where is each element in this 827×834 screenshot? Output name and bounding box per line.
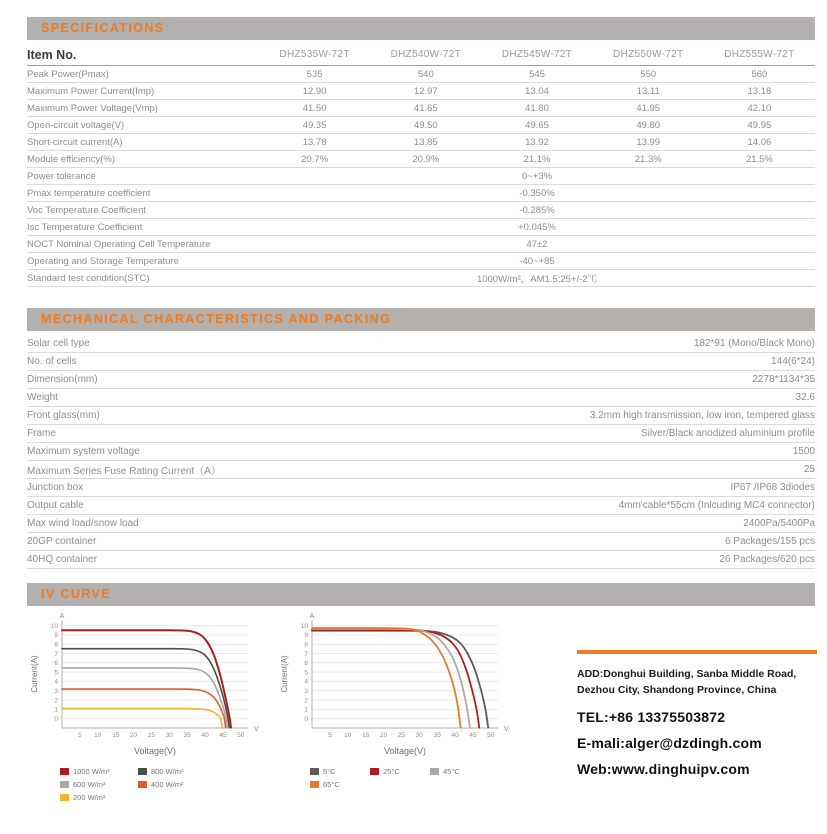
svg-text:10: 10 [344,732,352,739]
model-column-header: DHZ545W-72T [501,49,573,60]
legend-swatch [60,768,69,775]
spec-row-values [259,205,815,216]
mech-row-value: 2400Pa/5400Pa [743,518,815,529]
mech-row-label: Solar cell type [27,338,90,349]
spec-cell: 13.92 [525,136,549,148]
mech-row-value: 2278*1134*35 [752,374,815,385]
chart-legend [280,765,530,791]
spec-row-values [259,239,815,250]
iv-curve-chart-temperature [280,610,530,804]
contact-card [577,650,817,777]
spec-row-values [259,137,815,148]
spec-row-values [259,69,815,80]
legend-swatch [138,781,147,788]
spec-table-row [27,219,815,236]
contact-tel: TEL:+86 13375503872 [577,708,726,725]
svg-text:40: 40 [451,732,459,739]
spec-row-label: Open-circuit voltage(V) [27,119,125,131]
mech-row-label: Maximum system voltage [27,446,140,457]
legend-label: 65°C [323,780,340,789]
spec-row-values [259,171,815,182]
spec-row-values [259,256,815,267]
spec-cell: 49.95 [747,119,772,131]
mech-row-value: 1500 [792,446,815,457]
spec-row-values [259,188,815,199]
legend-label: 5°C [323,767,336,776]
legend-label: 800 W/m² [151,767,184,776]
model-column-header: DHZ540W-72T [390,49,461,60]
spec-row-label: Isc Temperature Coefficient [27,221,143,233]
spec-cell: 49.80 [636,119,661,131]
legend-swatch [370,768,379,775]
spec-row-label: Module efficiency(%) [27,153,116,165]
legend-label: 200 W/m² [73,793,106,802]
spec-cell: 49.50 [413,119,438,131]
spec-cell: 49.35 [302,119,327,131]
iv-curve-vs-irradiance [30,610,270,758]
mechanical-section-title: MECHANICAL CHARACTERISTICS AND PACKING [41,312,392,326]
spec-row-values [259,86,815,97]
spec-row-values [259,120,815,131]
spec-row-values [259,103,815,114]
mech-table-row [27,497,815,515]
mech-table-row [27,443,815,461]
mech-table-row [27,515,815,533]
mech-row-value: 144(6*24) [771,356,815,367]
mech-row-value: 25 [803,464,815,475]
iv-curve-section-title: IV CURVE [41,587,112,601]
svg-text:9: 9 [304,632,308,640]
svg-text:7: 7 [304,650,308,658]
svg-text:45: 45 [469,732,477,739]
legend-item [430,765,490,778]
spec-row-values [259,271,815,285]
svg-text:Voltage(V): Voltage(V) [383,746,427,756]
svg-text:V: V [254,726,259,733]
spec-cell: 12.90 [302,85,327,97]
mech-row-label: Maximum Series Fuse Rating Current（A） [27,466,221,477]
mech-table-row [27,461,815,479]
mech-row-label: Frame [27,428,56,439]
svg-text:Current(A): Current(A) [280,655,289,693]
svg-text:35: 35 [433,732,441,739]
legend-label: 1000 W/m² [73,767,110,776]
spec-cell: 13.04 [525,85,549,97]
iv-curve-charts [30,610,530,804]
spec-row-label: Peak Power(Pmax) [27,68,109,80]
spec-table-row [27,134,815,151]
svg-text:0: 0 [54,716,58,723]
legend-item [310,778,370,791]
spec-cell: 13.78 [302,136,327,148]
spec-cell-span: -0.350% [519,187,555,199]
spec-cell: 14.06 [747,136,772,148]
spec-cell-span: -0.285% [519,204,555,216]
mech-row-value: 3.2mm high transmission, low iron, tempered glass [589,410,815,421]
spec-table-row [27,236,815,253]
legend-swatch [60,794,69,801]
spec-cell: 21.5% [745,153,773,165]
spec-row-values [259,222,815,233]
legend-swatch [310,768,319,775]
spec-cell: 13.99 [636,136,661,148]
svg-text:A: A [59,613,65,620]
svg-text:2: 2 [304,697,308,705]
spec-row-label: Power tolerance [27,170,96,182]
mech-row-label: Front glass(mm) [27,410,100,421]
spec-row-label: Standard test condition(STC) [27,272,150,284]
spec-cell: 41.95 [636,102,661,114]
spec-table-row [27,202,815,219]
spec-table-row [27,270,815,287]
svg-text:Current(A): Current(A) [30,655,39,693]
svg-text:25: 25 [147,732,156,739]
svg-text:45: 45 [219,732,227,739]
spec-cell: 41.65 [413,102,438,114]
legend-item [138,778,216,791]
mech-row-value: IP67 /IP68 3diodes [730,482,815,493]
legend-swatch [310,781,319,788]
contact-web: Web:www.dinghuipv.com [577,760,750,777]
contact-address [577,666,817,699]
spec-row-label: Operating and Storage Temperature [27,255,179,267]
chart-legend [30,765,280,804]
legend-item [60,778,138,791]
svg-text:35: 35 [183,732,191,739]
mech-table-row [27,479,815,497]
spec-cell: 49.65 [525,119,549,131]
legend-swatch [60,781,69,788]
mechanical-table [27,335,815,569]
mech-row-label: Junction box [27,482,84,493]
spec-cell: 21.3% [634,153,662,165]
spec-row-label: NOCT Nominal Operating Cell Temperature [27,238,211,250]
spec-cell: 535 [306,68,323,80]
svg-text:5: 5 [78,732,82,739]
svg-text:40: 40 [201,732,209,739]
svg-text:10: 10 [94,732,102,739]
mech-table-row [27,353,815,371]
legend-item [138,765,216,778]
spec-cell: 20.9% [412,153,440,165]
mech-row-value: 182*91 (Mono/Black Mono) [693,338,815,349]
mech-row-label: Dimension(mm) [27,374,98,385]
svg-text:1: 1 [54,706,58,714]
mech-table-row [27,551,815,569]
spec-cell: 13.18 [747,85,772,97]
svg-text:3: 3 [54,688,58,696]
spec-cell: 13.11 [636,85,660,97]
mech-row-label: 20GP container [27,536,97,547]
svg-text:8: 8 [304,641,308,649]
svg-text:15: 15 [362,732,370,739]
spec-table-row [27,117,815,134]
svg-text:Voltage(V): Voltage(V) [133,746,177,756]
svg-text:3: 3 [304,688,308,696]
spec-cell: 41.50 [302,102,327,114]
mech-table-row [27,371,815,389]
spec-cell-span: +0.045% [518,221,556,233]
spec-cell-span: -40~+85 [519,255,555,267]
svg-text:25: 25 [397,732,406,739]
mech-row-label: Weight [27,392,58,403]
spec-cell: 550 [640,68,657,80]
spec-cell: 545 [529,68,545,80]
svg-text:10: 10 [300,622,308,630]
svg-text:5: 5 [328,732,332,739]
specifications-section-title: SPECIFICATIONS [41,21,165,35]
spec-cell: 21.1% [523,153,551,165]
spec-table-row [27,66,815,83]
legend-label: 45°C [443,767,460,776]
iv-curve-vs-temperature [280,610,520,758]
legend-item [370,765,430,778]
spec-table-body [27,66,815,287]
spec-row-label: Voc Temperature Coefficient [27,204,146,216]
legend-item [60,765,138,778]
spec-cell: 12.97 [413,85,438,97]
spec-row-values [259,154,815,165]
svg-text:6: 6 [54,660,58,668]
specifications-table [27,44,815,287]
svg-text:7: 7 [54,650,58,658]
svg-text:30: 30 [415,732,423,739]
mech-row-value: 26 Packages/620 pcs [719,554,815,565]
svg-text:15: 15 [112,732,120,739]
legend-label: 25°C [383,767,400,776]
contact-address-line1: ADD:Donghui Building, Sanba Middle Road, [577,668,797,680]
svg-text:V: V [504,726,509,733]
spec-cell-span: 0~+3% [521,170,553,182]
mech-row-label: 40HQ container [27,554,98,565]
spec-cell: 20.7% [301,153,329,165]
svg-text:8: 8 [54,641,58,649]
model-column-header: DHZ535W-72T [279,49,350,60]
spec-cell: 540 [417,68,434,80]
spec-row-label: Short-circuit current(A) [27,136,123,148]
svg-text:50: 50 [237,732,245,739]
mech-table-row [27,533,815,551]
spec-cell-span: 1000W/m²，AM1.5;25+/-2℃ [476,274,598,285]
contact-address-line2: Dezhou City, Shandong Province, China [577,684,777,697]
spec-cell-span: 47±2 [526,238,548,250]
mech-row-label: Max wind load/snow load [27,518,139,529]
svg-text:10: 10 [50,622,58,630]
mech-row-value: Silver/Black anodized aluminium profile [641,428,815,439]
model-column-header: DHZ555W-72T [724,49,795,60]
svg-text:6: 6 [304,660,308,668]
spec-cell: 13.85 [413,136,438,148]
svg-text:4: 4 [304,678,308,686]
contact-accent-bar [577,650,817,654]
svg-text:1: 1 [304,706,308,714]
spec-row-label: Pmax temperature coefficient [27,187,151,199]
spec-cell: 42.10 [747,102,772,114]
svg-text:0: 0 [304,716,308,723]
mech-row-value: 32.6 [795,392,815,403]
mechanical-section-bar [27,308,815,331]
contact-email: E-mali:alger@dzdingh.com [577,734,762,751]
mech-row-value: 4mm'cable*55cm (Inlcuding MC4 connector) [618,500,815,511]
spec-table-row [27,151,815,168]
svg-text:5: 5 [304,669,308,677]
specifications-section-bar [27,17,815,40]
iv-curve-chart-irradiance [30,610,280,804]
spec-table-header-label: Item No. [27,47,77,62]
mech-table-row [27,407,815,425]
mech-table-row [27,389,815,407]
legend-swatch [138,768,147,775]
svg-text:50: 50 [487,732,495,739]
iv-curve-section-bar [27,583,815,606]
mech-table-row [27,335,815,353]
model-column-header: DHZ550W-72T [613,49,684,60]
mech-row-value: 6 Packages/155 pcs [724,536,815,547]
svg-text:9: 9 [54,632,58,640]
spec-table-header-row [27,44,815,66]
svg-text:20: 20 [379,732,388,739]
legend-label: 600 W/m² [73,780,106,789]
svg-text:4: 4 [54,678,58,686]
mech-row-label: No. of cells [27,356,77,367]
spec-table-row [27,100,815,117]
legend-swatch [430,768,439,775]
svg-text:A: A [309,613,315,620]
mech-table-row [27,425,815,443]
spec-row-label: Maximum Power Current(Imp) [27,85,155,97]
spec-table-row [27,185,815,202]
svg-text:5: 5 [54,669,58,677]
spec-cell: 560 [751,68,768,80]
spec-table-row [27,83,815,100]
spec-table-row [27,253,815,270]
legend-item [60,791,138,804]
legend-label: 400 W/m² [151,780,184,789]
svg-text:2: 2 [54,697,58,705]
spec-cell: 41.80 [525,102,549,114]
spec-model-columns [259,49,815,60]
legend-item [310,765,370,778]
svg-text:30: 30 [165,732,173,739]
mech-row-label: Output cable [27,500,84,511]
spec-table-row [27,168,815,185]
svg-text:20: 20 [129,732,138,739]
spec-row-label: Maximum Power Voltage(Vmp) [27,102,158,114]
